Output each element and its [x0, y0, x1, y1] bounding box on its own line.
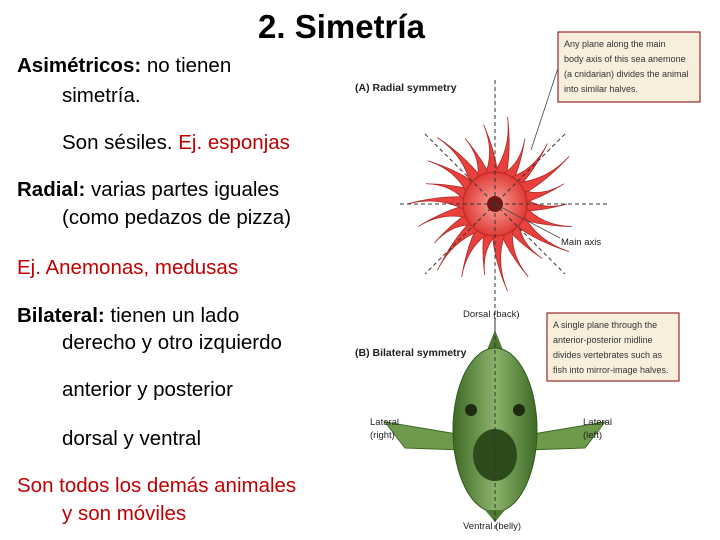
radial-text: varias partes iguales	[85, 178, 280, 201]
main-axis-label: Main axis	[561, 237, 602, 248]
radial-label: Radial:	[17, 178, 86, 201]
bilateral-caption: (B) Bilateral symmetry	[355, 347, 467, 359]
lateral-right-label: Lateral	[370, 417, 400, 428]
lateral-left-label: Lateral	[583, 417, 613, 428]
radial-note-line2: body axis of this sea anemone	[564, 54, 686, 64]
bilateral-mobile: y son móviles	[62, 502, 187, 525]
bilateral-line2: derecho y otro izquierdo	[62, 331, 282, 354]
asymmetric-line2: simetría.	[62, 84, 141, 107]
symmetry-figure	[345, 30, 720, 540]
asymmetric-example-sessile: Son sésiles.	[62, 131, 173, 154]
bilateral-anterior-posterior: anterior y posterior	[62, 378, 233, 401]
radial-note-pointer	[531, 68, 558, 150]
slide-title: 2. Simetría	[258, 8, 425, 45]
lateral-right-sub: (right)	[370, 430, 395, 441]
bilateral-note-box	[547, 313, 679, 381]
bilateral-note-line1: A single plane through the	[553, 320, 658, 330]
asymmetric-text: no tienen	[141, 54, 232, 77]
radial-line2: (como pedazos de pizza)	[62, 206, 292, 229]
radial-caption: (A) Radial symmetry	[355, 82, 457, 94]
radial-note-line1: Any plane along the main	[564, 39, 666, 49]
bilateral-text: tienen un lado	[104, 304, 240, 327]
radial-example: Ej. Anemonas, medusas	[17, 256, 239, 279]
bilateral-all-animals: Son todos los demás animales	[17, 474, 297, 497]
bilateral-note-line3: divides vertebrates such as	[553, 350, 663, 360]
bilateral-dorsal-ventral: dorsal y ventral	[62, 427, 202, 450]
ventral-label: Ventral (belly)	[463, 521, 522, 532]
bilateral-line1	[17, 303, 239, 328]
radial-note-line3: (a cnidarian) divides the animal	[564, 69, 689, 79]
bilateral-note-line2: anterior-posterior midline	[553, 335, 653, 345]
asymmetric-label: Asimétricos:	[17, 54, 142, 77]
dorsal-label: Dorsal (back)	[463, 309, 520, 320]
asymmetric-example-sponges: Ej. esponjas	[172, 131, 290, 154]
asymmetric-line1	[17, 53, 231, 78]
asymmetric-example	[62, 130, 290, 155]
bilateral-note-line4: fish into mirror-image halves.	[553, 365, 669, 375]
radial-line1	[17, 177, 279, 202]
bilateral-label: Bilateral:	[17, 304, 105, 327]
radial-note-box	[558, 32, 700, 102]
lateral-left-sub: (left)	[583, 430, 602, 441]
radial-note-line4: into similar halves.	[564, 84, 639, 94]
